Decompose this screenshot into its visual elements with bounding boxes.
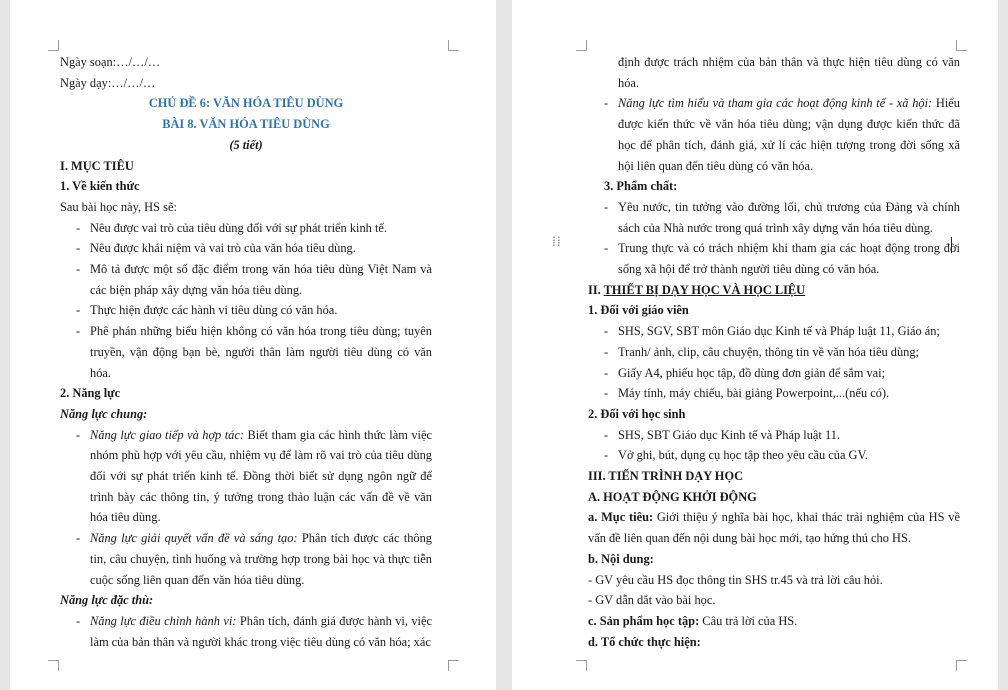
paragraph	[588, 507, 960, 548]
lesson-title: BÀI 8. VĂN HÓA TIÊU DÙNG	[162, 117, 330, 132]
bullet-item: - Máy tính, máy chiếu, bài giảng Powerpoint,...(nếu có).	[588, 383, 960, 404]
bullet-item: - Phê phán những biểu hiện không có văn hóa trong tiêu dùng; tuyên truyền, vận động bạn bè, người thân làm người tiêu dùng có văn hóa.	[60, 321, 432, 383]
bullet-item	[60, 528, 432, 590]
page-corner-mark	[448, 40, 459, 51]
bullet-item	[60, 611, 432, 652]
topic-title: CHỦ ĐỀ 6: VĂN HÓA TIÊU DÙNG	[148, 96, 344, 111]
section-heading	[588, 280, 960, 301]
document-page-right	[512, 0, 998, 690]
page-corner-mark	[956, 40, 967, 51]
subsection-label: Năng lực chung:	[60, 406, 148, 421]
page-corner-mark	[956, 660, 967, 671]
bullet-item: - Trung thực và có trách nhiệm khi tham gia các hoạt động trong đời sống xã hội để trở thành người tiêu dùng có văn hóa.	[588, 238, 960, 279]
page-gap	[496, 0, 512, 690]
page-corner-mark	[48, 660, 59, 671]
bullet-item: - SHS, SBT Giáo dục Kinh tế và Pháp luật 11.	[588, 425, 960, 446]
subsection-label: d. Tổ chức thực hiện:	[588, 634, 701, 649]
bullet-item	[60, 425, 432, 529]
bullet-text: Phân tích được các thông tin, câu chuyện, tình huống và trường hợp trong bài học và thực tiễn cuộc sống liên quan đến văn hóa tiêu dùng.	[90, 531, 432, 587]
subsection-heading: 3. Phẩm chất:	[604, 179, 678, 194]
lesson-duration: (5 tiết)	[229, 137, 263, 152]
prep-date: Ngày soạn:…/…/…	[60, 55, 161, 69]
bullet-item: - SHS, SGV, SBT môn Giáo dục Kinh tế và Pháp luật 11, Giáo án;	[588, 321, 960, 342]
page-corner-mark	[576, 40, 587, 51]
subsection-heading: A. HOẠT ĐỘNG KHỞI ĐỘNG	[588, 489, 757, 504]
paragraph-text: Giới thiệu ý nghĩa bài học, khai thác trải nghiệm của HS về vấn đề liên quan đến nội dung bài học mới, tạo hứng thú cho HS.	[588, 510, 960, 546]
page-corner-mark	[448, 660, 459, 671]
paragraph-text: Câu trả lời của HS.	[699, 613, 798, 628]
paragraph: - GV dẫn dắt vào bài học.	[588, 593, 716, 608]
bullet-lead: Năng lực điều chỉnh hành vi:	[90, 613, 237, 628]
bullet-text: Hiểu được kiến thức về văn hóa tiêu dùng; vận dụng được kiến thức đã học để phân tích, đánh giá, xử lí các hiện tượng trong đời sống xã hội liên quan đến tiêu dùng có văn hóa.	[618, 96, 960, 173]
bullet-text: Biết tham gia các hình thức làm việc nhóm phù hợp với yêu cầu, nhiệm vụ để làm rõ vai trò của tiêu dùng đối với sự phát triển kinh tế. Đồng thời biết sử dụng ngôn ngữ để trình bày các thông tin, ý tưởng trong thảo luận các vấn đề về văn hóa tiêu dùng.	[90, 427, 432, 525]
bullet-item: - Vở ghi, bút, dụng cụ học tập theo yêu cầu của GV.	[588, 445, 960, 466]
bullet-item: - Thực hiện được các hành vi tiêu dùng có văn hóa.	[60, 300, 432, 321]
subsection-heading: 1. Về kiến thức	[60, 179, 140, 194]
section-number: II.	[588, 282, 604, 297]
bullet-item: - Tranh/ ảnh, clip, câu chuyện, thông tin về văn hóa tiêu dùng;	[588, 342, 960, 363]
paragraph-lead: c. Sản phẩm học tập:	[588, 613, 700, 628]
bullet-lead: Năng lực giải quyết vấn đề và sáng tạo:	[90, 531, 298, 546]
paragraph: - GV yêu cầu HS đọc thông tin SHS tr.45 và trả lời câu hỏi.	[588, 572, 883, 587]
subsection-heading: 1. Đối với giáo viên	[588, 303, 689, 318]
subsection-heading: 2. Đối với học sinh	[588, 406, 686, 421]
bullet-item: - Giấy A4, phiếu học tập, đồ dùng đơn giản để sắm vai;	[588, 363, 960, 384]
subsection-heading: 2. Năng lực	[60, 386, 121, 401]
page-body[interactable]	[60, 52, 432, 652]
paragraph: Sau bài học này, HS sẽ:	[60, 199, 177, 214]
document-page-left	[10, 0, 496, 690]
bullet-item: - Nêu được vai trò của tiêu dùng đối với sự phát triển kinh tế.	[60, 218, 432, 239]
bullet-item: - Mô tả được một số đặc điểm trong văn hóa tiêu dùng Việt Nam và các biện pháp xây dựng văn hóa tiêu dùng.	[60, 259, 432, 300]
section-heading: I. MỤC TIÊU	[60, 158, 134, 173]
subsection-label: b. Nội dung:	[588, 551, 654, 566]
bullet-item: - Nêu được khái niệm và vai trò của văn hóa tiêu dùng.	[60, 238, 432, 259]
page-corner-mark	[48, 40, 59, 51]
bullet-text: Phân tích, đánh giá được hành vi, việc làm của bản thân và người khác trong việc tiêu dùng có văn hóa; xác	[90, 613, 433, 649]
bullet-lead: Năng lực tìm hiểu và tham gia các hoạt động kinh tế - xã hội:	[618, 96, 933, 111]
page-body[interactable]	[588, 52, 960, 652]
bullet-lead: Năng lực giao tiếp và hợp tác:	[90, 427, 244, 442]
bullet-item	[588, 93, 960, 176]
teach-date: Ngày dạy:…/…/…	[60, 75, 156, 90]
section-heading: III. TIẾN TRÌNH DẠY HỌC	[588, 469, 744, 484]
bullet-item: - Yêu nước, tin tưởng vào đường lối, chủ trương của Đảng và chính sách của Nhà nước trong quá trình xây dựng văn hóa tiêu dùng.	[588, 197, 960, 238]
subsection-label: Năng lực đặc thù:	[60, 593, 154, 608]
drag-handle-icon[interactable]: ⁞⁞	[552, 235, 562, 250]
paragraph-lead: a. Mục tiêu:	[588, 510, 654, 525]
section-title: THIẾT BỊ DẠY HỌC VÀ HỌC LIỆU	[603, 282, 806, 297]
paragraph	[588, 611, 960, 632]
page-corner-mark	[576, 660, 587, 671]
paragraph: định được trách nhiệm của bản thân và thực hiện tiêu dùng có văn hóa.	[618, 55, 960, 90]
